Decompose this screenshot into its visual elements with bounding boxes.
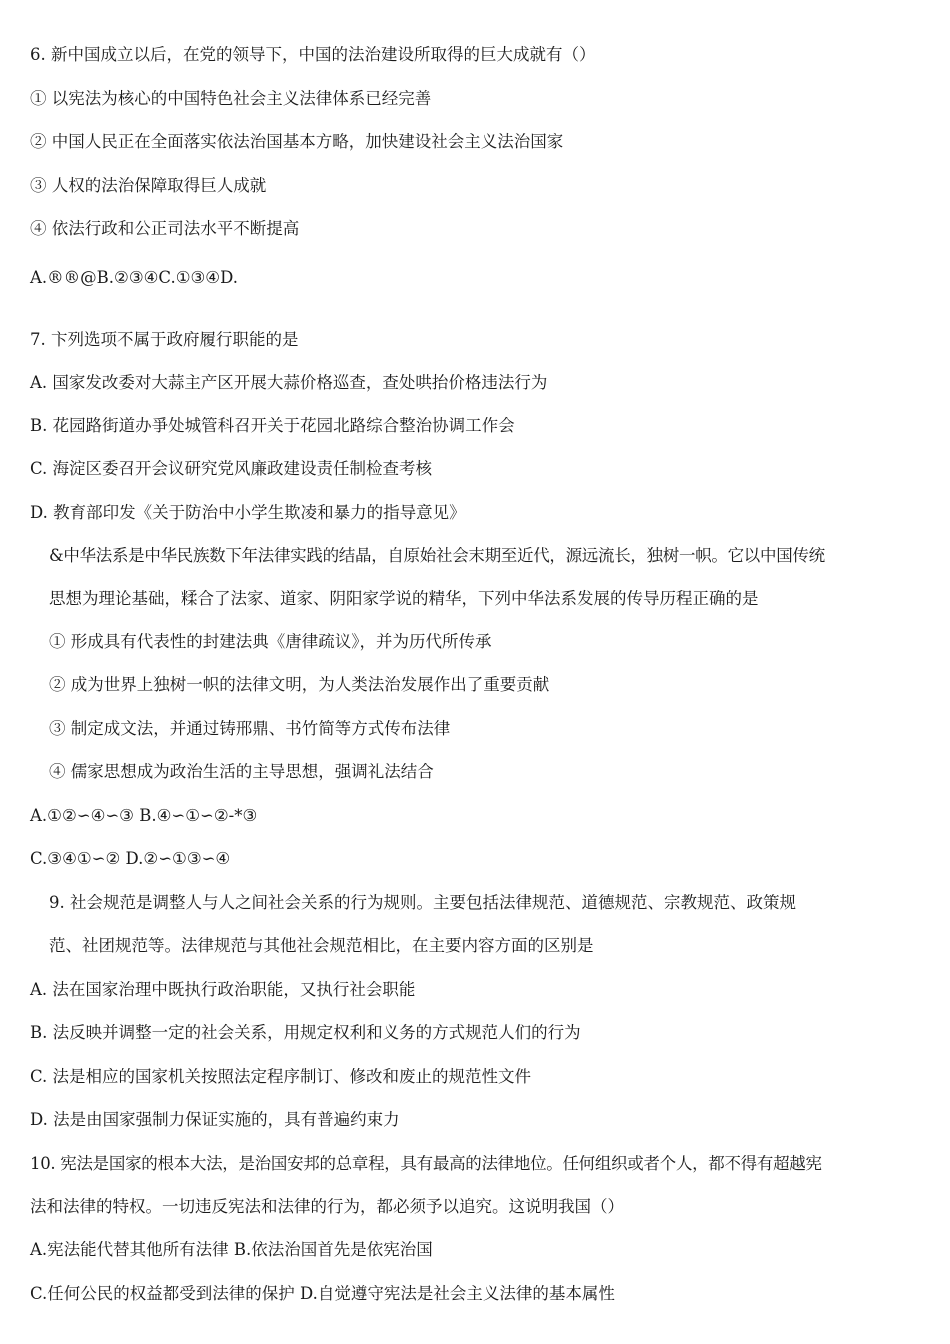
q6-item-4: ④ 依法行政和公正司法水平不断提高	[30, 219, 300, 238]
q9-option-a: A. 法在国家治理中既执行政治职能，又执行社会职能	[30, 980, 416, 999]
q6-item-1: ① 以宪法为核心的中国特色社会主义法律体系已经完善	[30, 89, 432, 108]
q9-stem-line-2: 范、社团规范等。法律规范与其他社会规范相比，在主要内容方面的区别是	[49, 936, 594, 955]
q8-stem-line-2: 思想为理论基础，糅合了法家、道家、阴阳家学说的精华，下列中华法系发展的传导历程正确的是	[49, 589, 759, 608]
q6-item-3: ③ 人权的法治保障取得巨人成就	[30, 176, 267, 195]
q6-stem: 6. 新中国成立以后，在党的领导下，中国的法治建设所取得的巨大成就有（）	[30, 45, 596, 64]
q10-choices-line-1: A.宪法能代替其他所有法律 B.依法治国首先是依宪治国	[30, 1240, 433, 1259]
q9-option-b: B. 法反映并调整一定的社会关系，用规定权利和义务的方式规范人们的行为	[30, 1023, 581, 1042]
q7-option-b: B. 花园路街道办爭处城管科召开关于花园北路综合整治协调工作会	[30, 416, 515, 435]
q8-item-4: ④ 儒家思想成为政治生活的主导思想，强调礼法结合	[49, 762, 434, 781]
q8-stem-line-1: &中华法系是中华民族数下年法律实践的结晶，自原始社会末期至近代，源远流长，独树一帜。它以中国传统	[49, 546, 825, 565]
q10-choices-line-2: C.任何公民的权益都受到法律的保护 D.自觉遵守宪法是社会主义法律的基本属性	[30, 1284, 615, 1303]
q10-stem-line-1: 10. 宪法是国家的根本大法，是治国安邦的总章程，具有最高的法律地位。任何组织或者个人，都不得有超越宪	[30, 1154, 822, 1173]
q10-stem-line-2: 法和法律的特权。一切违反宪法和法律的行为，都必须予以追究。这说明我国（）	[30, 1197, 624, 1216]
q9-option-c: C. 法是相应的国家机关按照法定程序制订、修改和废止的规范性文件	[30, 1067, 532, 1086]
q9-stem-line-1: 9. 社会规范是调整人与人之间社会关系的行为规则。主要包括法律规范、道德规范、宗教规范、政策规	[49, 893, 796, 912]
q6-item-2: ② 中国人民正在全面落实依法治国基本方略，加快建设社会主义法治国家	[30, 132, 564, 151]
q9-option-d: D. 法是由国家强制力保证实施的，具有普遍约束力	[30, 1110, 400, 1129]
q8-choices-line-1: A.①②∽④∽③ B.④∽①∽②-*③	[30, 806, 258, 825]
q7-option-a: A. 国家发改委对大蒜主产区开展大蒜价格巡查，查处哄抬价格违法行为	[30, 373, 548, 392]
q8-item-2: ② 成为世界上独树一帜的法律文明，为人类法治发展作出了重要贡献	[49, 675, 550, 694]
q6-choices: A.®®@B.②③④C.①③④D.	[30, 268, 238, 287]
q7-option-c: C. 海淀区委召开会议研究党风廉政建设责任制检查考核	[30, 459, 433, 478]
q8-item-3: ③ 制定成文法，并通过铸邢鼎、书竹简等方式传布法律	[49, 719, 451, 738]
q8-item-1: ① 形成具有代表性的封建法典《唐律疏议》，并为历代所传承	[49, 632, 492, 651]
q7-option-d: D. 教育部印发《关于防治中小学生欺凌和暴力的指导意见》	[30, 503, 466, 522]
q8-choices-line-2: C.③④①∽② D.②∽①③∽④	[30, 849, 231, 868]
q7-stem: 7. 卞列选项不属于政府履行职能的是	[30, 330, 299, 349]
